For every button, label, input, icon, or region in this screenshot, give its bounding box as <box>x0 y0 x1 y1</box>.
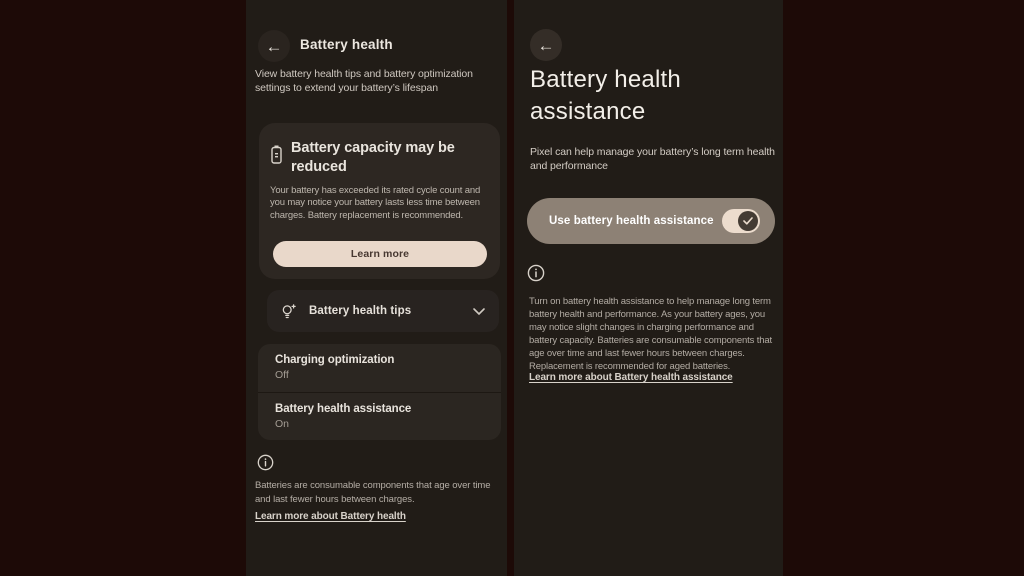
warning-card-title: Battery capacity may be reduced <box>291 140 455 175</box>
battery-capacity-warning-card <box>259 123 500 279</box>
back-button[interactable] <box>530 29 562 61</box>
back-icon: ← <box>537 35 555 55</box>
battery-health-screen <box>246 0 507 576</box>
learn-more-battery-health-link[interactable]: Learn more about Battery health <box>255 511 406 522</box>
charging-optimization-status: Off <box>275 369 289 381</box>
page-description: View battery health tips and battery optimization settings to extend your battery’s lifespan <box>255 68 473 94</box>
use-battery-health-assistance-toggle-row[interactable] <box>527 198 775 244</box>
battery-health-tips-label: Battery health tips <box>309 305 412 317</box>
assistance-explanation: Turn on battery health assistance to help manage long term battery health and performance. As your battery ages, you may notice slight changes in charging performance and battery capacity. Batteries are consumable components that age over time and last fewer hours between charges. Replacement is recommended for aged batteries. <box>529 296 773 372</box>
info-icon <box>257 454 274 471</box>
check-icon <box>743 217 753 225</box>
back-button[interactable] <box>258 30 290 62</box>
charging-optimization-row[interactable] <box>258 344 501 392</box>
page-title: Battery health assistance <box>530 66 681 125</box>
settings-list <box>258 344 501 440</box>
battery-health-assistance-screen <box>514 0 783 576</box>
page-title: Battery health <box>300 37 393 52</box>
warning-card-header <box>271 139 461 177</box>
back-icon: ← <box>265 36 283 56</box>
switch-thumb <box>738 211 758 231</box>
battery-health-tips-row[interactable] <box>267 290 499 332</box>
battery-icon <box>271 145 282 177</box>
batteries-footnote: Batteries are consumable components that age over time and last fewer hours between charges. <box>255 480 491 505</box>
battery-health-assistance-row[interactable] <box>258 393 501 441</box>
learn-more-button-label: Learn more <box>350 248 410 260</box>
info-icon <box>527 264 545 282</box>
charging-optimization-title: Charging optimization <box>275 354 395 366</box>
toggle-switch-on[interactable] <box>722 209 760 233</box>
learn-more-assistance-link[interactable]: Learn more about Battery health assistance <box>529 372 733 383</box>
page-description: Pixel can help manage your battery’s long term health and performance <box>530 146 775 172</box>
battery-health-assistance-status: On <box>275 417 290 430</box>
toggle-label: Use battery health assistance <box>549 215 714 227</box>
warning-card-body: Your battery has exceeded its rated cycle count and you may notice your battery lasts less time between charges. Battery replacement is recommended. <box>270 185 481 221</box>
lightbulb-tips-icon <box>280 303 297 320</box>
battery-health-assistance-title: Battery health assistance <box>275 402 412 415</box>
learn-more-button[interactable] <box>273 241 487 267</box>
chevron-down-icon <box>472 307 486 316</box>
